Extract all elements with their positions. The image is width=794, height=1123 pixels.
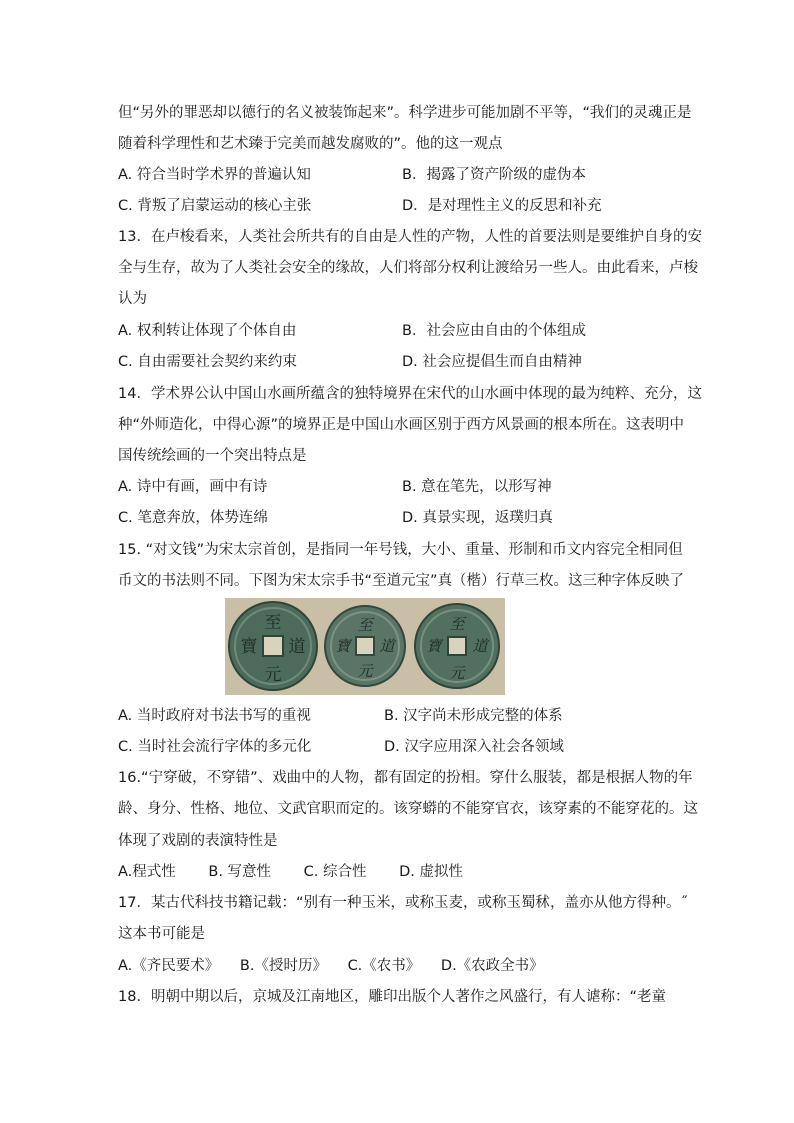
q14-option-b: B. 意在笔先，以形写神 xyxy=(402,479,552,495)
q14-option-c: C. 笔意奔放，体势连绵 xyxy=(118,510,268,526)
coin-regular-script xyxy=(229,602,317,690)
q14-stem-line3: 国传统绘画的一个突出特点是 xyxy=(118,448,307,464)
coin3-char-left: 寶 xyxy=(426,637,442,655)
q12-option-c: C. 背叛了启蒙运动的核心主张 xyxy=(118,198,312,214)
q16-stem-line2: 龄、身分、性格、地位、文武官职而定的。该穿蟒的不能穿官衣，该穿素的不能穿花的。这 xyxy=(118,801,698,817)
q16-stem-line1: 16.“宁穿破，不穿错”、戏曲中的人物，都有固定的扮相。穿什么服装，都是根据人物的年 xyxy=(118,770,693,786)
q13-stem-line2: 全与生存，故为了人类社会安全的缘故，人们将部分权利让渡给另一些人。由此看来，卢梭 xyxy=(118,260,698,276)
q17-option-c: C.《农书》 xyxy=(347,958,421,974)
q12-option-b: B．揭露了资产阶级的虚伪本 xyxy=(402,167,586,183)
coin3-char-right: 道 xyxy=(472,637,488,655)
coin1-char-bottom: 元 xyxy=(264,665,282,685)
coin2-char-left: 寶 xyxy=(335,637,351,655)
coin3-char-bottom: 元 xyxy=(449,664,465,682)
q15-option-c: C. 当时社会流行字体的多元化 xyxy=(118,739,312,755)
coin2-char-right: 道 xyxy=(379,637,395,655)
q12-stem-line1: 但“另外的罪恶却以德行的名义被装饰起来”。科学进步可能加剧不平等，“我们的灵魂正是 xyxy=(118,105,692,121)
q17-option-b: B.《授时历》 xyxy=(239,958,327,974)
q17-stem-line1: 17．某古代科技书籍记载：“别有一种玉米，或称玉麦，或称玉蜀秫，盖亦从他方得种。˝ xyxy=(118,895,688,911)
q13-stem-line3: 认为 xyxy=(118,291,147,307)
q16-option-b: B. 写意性 xyxy=(208,864,272,880)
q14-option-a: A. 诗中有画，画中有诗 xyxy=(118,479,268,495)
q14-stem-line2: 种“外师造化，中得心源”的境界正是中国山水画区别于西方风景画的根本所在。这表明中 xyxy=(118,417,685,433)
q13-option-d: D. 社会应提倡生而自由精神 xyxy=(402,354,582,370)
q13-option-b: B．社会应由自由的个体组成 xyxy=(402,323,586,339)
q15-option-a: A. 当时政府对书法书写的重视 xyxy=(118,708,311,724)
q16-option-c: C. 综合性 xyxy=(303,864,367,880)
q12-option-d: D．是对理性主义的反思和补充 xyxy=(402,198,602,214)
q18-stem-line1: 18．明朝中期以后，京城及江南地区，雕印出版个人著作之风盛行，有人谑称：“老童 xyxy=(118,989,666,1005)
coin-cursive-script xyxy=(415,604,499,688)
q17-options-row xyxy=(118,956,544,976)
q12-stem-line2: 随着科学理性和艺术臻于完美而越发腐败的”。他的这一观点 xyxy=(118,136,503,152)
q16-stem-line3: 体现了戏剧的表演特性是 xyxy=(118,833,278,849)
q13-stem-line1: 13．在卢梭看来，人类社会所共有的自由是人性的产物，人性的首要法则是要维护自身的安 xyxy=(118,229,702,245)
q14-stem-line1: 14．学术界公认中国山水画所蕴含的独特境界在宋代的山水画中体现的最为纯粹、充分，这 xyxy=(118,386,702,402)
q17-stem-line2: 这本书可能是 xyxy=(118,926,205,942)
q16-option-a: A.程式性 xyxy=(118,864,176,880)
coin-running-script xyxy=(325,606,405,686)
coin3-char-top: 至 xyxy=(449,615,465,633)
coin1-char-top: 至 xyxy=(264,613,282,633)
q15-stem-line1: 15. “对文钱”为宋太宗首创，是指同一年号钱，大小、重量、形制和币文内容完全相同但 xyxy=(118,542,683,558)
q12-option-a: A. 符合当时学术界的普遍认知 xyxy=(118,167,311,183)
q17-option-d: D.《农政全书》 xyxy=(440,958,544,974)
coins-image xyxy=(225,598,505,695)
q15-option-d: D. 汉字应用深入社会各领域 xyxy=(384,739,564,755)
q13-option-c: C. 自由需要社会契约来约束 xyxy=(118,354,297,370)
coin1-char-left: 寶 xyxy=(240,637,258,657)
coin1-char-right: 道 xyxy=(288,637,306,657)
q17-option-a: A.《齐民要术》 xyxy=(118,958,220,974)
q16-option-d: D. 虚拟性 xyxy=(399,864,464,880)
q14-option-d: D. 真景实现，返璞归真 xyxy=(402,510,553,526)
q15-option-b: B. 汉字尚未形成完整的体系 xyxy=(384,708,563,724)
q16-options-row xyxy=(118,862,491,882)
coin2-char-top: 至 xyxy=(357,616,373,634)
q13-option-a: A. 权利转让体现了个体自由 xyxy=(118,323,297,339)
coin2-char-bottom: 元 xyxy=(357,662,373,680)
q15-stem-line2: 币文的书法则不同。下图为宋太宗手书“至道元宝”真（楷）行草三枚。这三种字体反映了 xyxy=(118,573,685,589)
